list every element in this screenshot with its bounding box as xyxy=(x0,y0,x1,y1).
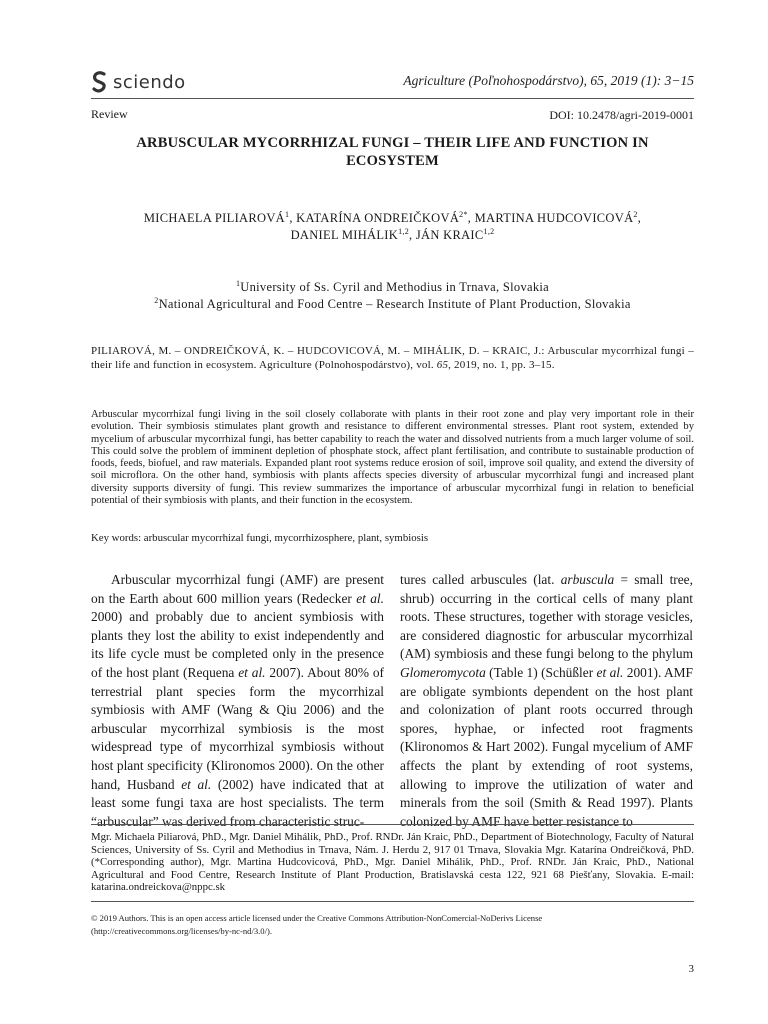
license-text: © 2019 Authors. This is an open access article licensed under the Creative Commons Attribution-NonComercial-NoDerivs License xyxy=(91,913,543,923)
license-url: (http://creativecommons.org/licenses/by-nc-nd/3.0/). xyxy=(91,925,272,936)
body-text: 2001). AMF are obligate symbionts dependent on the host plant and colonization of plant roots occurred through spores, hyphae, or infected root fragments (Klironomos & Hart 2002). Fungal mycelium of AMF affects the plant by extending of root systems, allowing to improve the utilization of water and minerals from the soil (Smith & Read 1997). Plants colonized by AMF have better resistance to xyxy=(400,664,693,829)
citation-text: PILIAROVÁ, M. – ONDREIČKOVÁ, K. – HUDCOVICOVÁ, M. – MIHÁLIK, D. – KRAIC, J.: Arbuscular mycorrhizal fungi – their life and function in ecosystem. Agriculture (Polnohospodárstvo), vol. xyxy=(91,345,694,371)
body-text: (Table 1) (Schüßler xyxy=(485,664,597,680)
body-italic: et al. xyxy=(596,664,624,680)
authors-line-1: MICHAELA PILIAROVÁ$^1$, KATARÍNA $ONDREIČKOVÁ^{2*}$, MARTINA HUDCOVICOVÁ$^2$, xyxy=(143,209,642,225)
article-page xyxy=(91,0,694,1024)
author-name: MICHAELA PILIAROVÁ xyxy=(143,211,285,225)
author-name: KATARÍNA ONDREIČKOVÁ xyxy=(296,211,460,225)
body-text: 2000) and probably due to ancient symbiosis with plants they lost the ability to exist independently and its life cycle must be completed only in the presence of the host plant (Requena xyxy=(91,609,384,680)
body-italic: et al. xyxy=(238,664,266,680)
affiliation-2 xyxy=(91,296,694,313)
body-text: tures called arbuscules (lat. xyxy=(400,572,561,587)
author-name: MARTINA HUDCOVICOVÁ xyxy=(474,211,634,225)
author-footnote: Mgr. Michaela Piliarová, PhD., Mgr. Daniel Mihálik, PhD., Prof. RNDr. Ján Kraic, PhD., Department of Biotechnology, Faculty of Natural Sciences, University of Ss. Cyril and Methodius in Trnava, Nám. J. Herdu 2, 917 01 Trnava, Slovakia Mgr. Katarína Ondreičková, PhD. (*Corresponding author), Mgr. Martina Hudcovicová, PhD., Mgr. Daniel Mihálik, PhD., Prof. RNDr. Ján Kraic, PhD., National Agricultural and Food Centre, Research Institute of Plant Production, Bratislavská cesta 122, 921 68 Piešťany, Slovakia. E-mail: katarina.ondreickova@nppc.sk xyxy=(91,831,694,894)
title-line-2: ECOSYSTEM xyxy=(346,153,439,169)
author-list xyxy=(91,210,694,244)
logo-text: sciendo xyxy=(113,71,186,93)
affiliation-mark: 1 xyxy=(235,278,241,288)
author-name: DANIEL MIHÁLIK xyxy=(290,228,399,242)
license-rule xyxy=(91,901,694,902)
footnote-rule xyxy=(91,824,694,825)
citation-volume: 65 xyxy=(436,358,449,371)
body-column-right xyxy=(400,571,693,831)
body-text: = small tree, shrub) occurring in the cortical cells of many plant roots. These structures, together with storage vesicles, are considered diagnostic for arbuscular mycorrhizal (AM) symbiosis and these fungi belong to the phylum xyxy=(400,572,693,662)
body-italic: arbuscula xyxy=(560,572,615,587)
author-affiliation-mark: 1,2 xyxy=(483,226,495,236)
body-italic: et al. xyxy=(356,590,384,606)
sciendo-logo-icon xyxy=(91,71,108,93)
article-title xyxy=(91,134,694,170)
author-name: JÁN KRAIC xyxy=(415,228,484,242)
body-text: Arbuscular mycorrhizal fungi (AMF) are present on the Earth about 600 million years (Redecker xyxy=(91,572,384,606)
journal-citation: Agriculture (Poľnohospodárstvo), 65, 2019 (1): 3−15 xyxy=(403,73,694,88)
title-line-1: ARBUSCULAR MYCORRHIZAL FUNGI – THEIR LIFE AND FUNCTION IN xyxy=(136,135,649,151)
author-affiliation-mark: 1 xyxy=(285,209,290,219)
affiliation-text: National Agricultural and Food Centre – Research Institute of Plant Production, Slovakia xyxy=(158,297,631,311)
body-column-left xyxy=(91,571,384,831)
affiliation-text: University of Ss. Cyril and Methodius in Trnava, Slovakia xyxy=(240,280,550,294)
journal-header xyxy=(91,70,694,96)
page-number: 3 xyxy=(688,963,694,975)
header-rule xyxy=(91,98,694,99)
affiliation-mark: 2 xyxy=(154,295,159,305)
authors-line-2: DANIEL MIHÁLIK$^{1,2}$, JÁN KRAIC$^{1,2}$ xyxy=(290,226,495,242)
sciendo-logo xyxy=(91,70,186,94)
license-notice xyxy=(91,912,694,937)
body-italic: Glomeromycota xyxy=(400,664,486,680)
body-text: (2002) have indicated that at least some fungi taxa are host specialists. The term “arbuscular” was derived from characteristic struc- xyxy=(91,776,384,829)
citation-pages: , 2019, no. 1, pp. 3–15. xyxy=(448,358,555,371)
doi: DOI: 10.2478/agri-2019-0001 xyxy=(549,108,694,122)
affiliations xyxy=(91,279,694,313)
affiliation-1 xyxy=(91,279,694,296)
article-type: Review xyxy=(91,107,128,121)
author-affiliation-mark: 1,2 xyxy=(398,226,410,236)
abstract: Arbuscular mycorrhizal fungi living in the soil closely collaborate with plants in their root zone and play very important role in their evolution. Their symbiosis stimulates plant growth and resistance to different environmental stresses. Plant root system, extended by mycelium of arbuscular mycorrhizal fungi, has better capability to reach the water and dissolved nutrients from a much larger volume of soil. This could solve the problem of imminent depletion of phosphate stock, affect plant fertilisation, and contribute to sustainable production of foods, feeds, biofuel, and raw materials. Expanded plant root systems reduce erosion of soil, improve soil quality, and extend the diversity of soil microflora. On the other hand, symbiosis with plants affects species diversity of arbuscular mycorrhizal fungi and increased plant diversity supports diversity of fungi. This review summarizes the importance of arbuscular mycorrhizal fungi in relation to beneficial potential of their symbiosis with plants, and their function in the ecosystem. xyxy=(91,409,694,507)
author-affiliation-mark: 2* xyxy=(459,209,468,219)
body-text: 2007). About 80% of terrestrial plant species form the mycorrhizal symbiosis with AMF (Wang & Qiu 2006) and the arbuscular mycorrhizal symbiosis is the most widespread type of mycorrhizal symbiosis without host plant specificity (Klironomos 2000). On the other hand, Husband xyxy=(91,664,385,792)
keywords: Key words: arbuscular mycorrhizal fungi, mycorrhizosphere, plant, symbiosis xyxy=(91,532,429,544)
citation-block xyxy=(91,345,694,372)
author-affiliation-mark: 2 xyxy=(633,209,638,219)
body-italic: et al. xyxy=(181,776,212,792)
